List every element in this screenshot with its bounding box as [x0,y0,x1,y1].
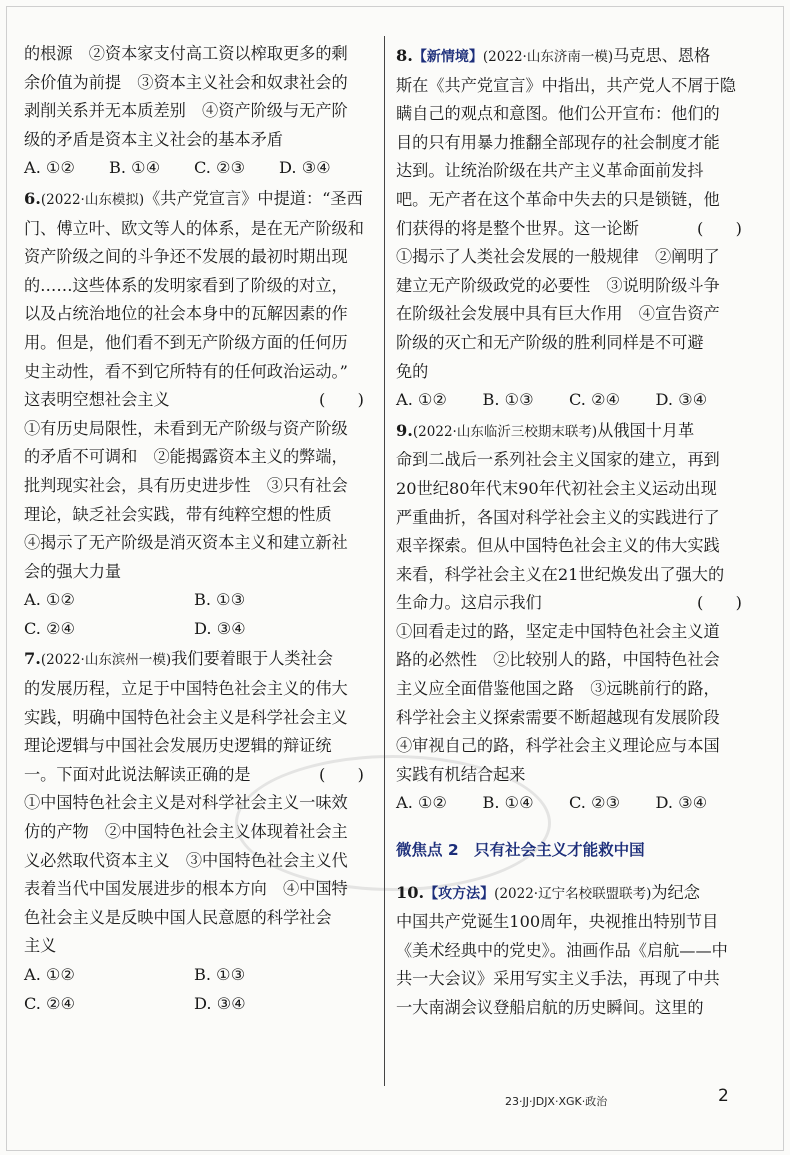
question-number: 7. [24,649,41,669]
question-7 [24,645,364,1018]
text-line: 生命力。这启示我们 [396,593,542,613]
text-line: 们获得的将是整个世界。这一论断 [396,218,639,238]
option: A. ①② [24,965,76,984]
text-line: 理论逻辑与中国社会发展历史逻辑的辩证统 [24,736,332,756]
answer-bracket: ( ) [696,593,742,613]
text-line: 理论，缺乏社会实践，带有纯粹空想的性质 [24,504,332,524]
text-line: 命到二战后一系列社会主义国家的建立，再到 [396,450,720,470]
text-line: 余价值为前提 ③资本主义社会和奴隶社会的 [24,72,348,92]
text-line: 《美术经典中的党史》。油画作品《启航——中 [396,940,728,960]
section-title: 微焦点 2 只有社会主义才能救中国 [396,841,645,860]
text-line: 表着当代中国发展进步的根本方向 ④中国特 [24,879,348,899]
text-line: 艰辛探索。但从中国特色社会主义的伟大实践 [396,536,720,556]
text-line: ①揭示了人类社会发展的一般规律 ②阐明了 [396,247,720,267]
text-line: 目的只有用暴力推翻全部现存的社会制度才能 [396,132,720,152]
right-column [396,40,742,1023]
text-line: 斯在《共产党宣言》中指出，共产党人不屑于隐 [396,75,736,95]
text-line: ④审视自己的路，科学社会主义理论应与本国 [396,736,720,756]
option: D. ③④ [655,793,708,813]
option: A. ①② [24,590,76,610]
text-line: 中国共产党诞生100周年，央视推出特别节目 [396,912,719,932]
option: A. ①② [24,158,76,178]
left-column [24,40,364,1018]
question-number: 8. [396,46,413,65]
text-line: 会的强大力量 [24,561,122,581]
answer-options [396,789,742,818]
option: C. ②④ [24,993,76,1013]
footer-code: 23·JJ·JDJX·XGK·政治 [505,1095,608,1108]
text-line: 从俄国十月革 [597,420,695,440]
text-line: 色社会主义是反映中国人民意愿的科学社会 [24,907,332,927]
option: B. ①④ [109,158,161,178]
text-line: 的……这些体系的发明家看到了阶级的对立， [24,275,348,295]
text-line: 批判现实社会，具有历史进步性 ③只有社会 [24,475,348,495]
text-line: 的发展历程，立足于中国特色社会主义的伟大 [24,679,348,699]
text-line: 的矛盾不可调和 ②能揭露资本主义的弊端， [24,447,348,467]
question-number: 9. [396,420,413,440]
page-number: 2 [718,1086,729,1106]
option: C. ②③ [569,793,621,813]
text-line: 实践，明确中国特色社会主义是科学社会主义 [24,707,348,727]
option: B. ①③ [194,590,246,610]
question-source: (2022·辽宁名校联盟联考) [494,885,652,902]
text-line: 免的 [396,361,429,381]
question-source: (2022·山东滨州一模) [40,652,172,669]
text-line: 主义 [24,936,57,956]
question-6 [24,185,364,644]
text-line: 资产阶级之间的斗争还不发展的最初时期出现 [24,247,348,267]
answer-options [24,961,364,1018]
text-line: ①中国特色社会主义是对科学社会主义一味效 [24,793,348,813]
question-source: (2022·山东临沂三校期末联考) [412,423,598,440]
option: D. ③④ [194,993,246,1013]
text-line: 以及占统治地位的社会本身中的瓦解因素的作 [24,304,348,324]
text-line: 共一大会议》采用写实主义手法，再现了中共 [396,969,720,989]
question-number: 10. [396,882,425,902]
answer-bracket: ( ) [696,218,742,238]
answer-options [24,154,364,183]
option: D. ③④ [279,158,331,178]
text-line: 达到。让统治阶级在共产主义革命面前发抖 [396,161,704,181]
text-line: 瞒自己的观点和意图。他们公开宣布：他们的 [396,104,720,124]
text-line: 严重曲折，各国对科学社会主义的实践进行了 [396,507,720,527]
question-tag: 【新情境】 [412,49,483,65]
text-line: 20世纪80年代末90年代初社会主义运动出现 [396,478,717,498]
question-source: (2022·山东济南一模) [482,49,614,65]
text-line: 门、傅立叶、欧文等人的体系，是在无产阶级和 [24,218,364,238]
text-line: 《共产党宣言》中提道：“圣西 [144,188,363,208]
answer-options [24,586,364,643]
text-line: 建立无产阶级政党的必要性 ③说明阶级斗争 [396,275,720,295]
answer-bracket: ( ) [318,390,364,410]
text-line: 马克思、恩格 [613,46,711,65]
text-line: 这表明空想社会主义 [24,390,170,410]
question-8 [396,42,742,415]
text-line: 吧。无产者在这个革命中失去的只是锁链，他 [396,189,720,209]
text-line: 阶级的灭亡和无产阶级的胜利同样是不可避 [396,332,704,352]
option: D. ③④ [194,618,246,638]
text-line: 来看，科学社会主义在21世纪焕发出了强大的 [396,564,725,584]
text-line: 义必然取代资本主义 ③中国特色社会主义代 [24,850,348,870]
option: A. ①② [396,390,448,410]
option: B. ①③ [194,965,246,984]
text-line: 用。但是，他们看不到无产阶级方面的任何历 [24,332,348,352]
option: C. ②④ [24,618,76,638]
text-line: ①有历史局限性，未看到无产阶级与资产阶级 [24,418,348,438]
option: B. ①③ [482,390,534,410]
column-divider [384,36,385,1086]
text-line: ①回看走过的路，坚定走中国特色社会主义道 [396,621,720,641]
text-line: 级的矛盾是资本主义社会的基本矛盾 [24,129,283,149]
question-tag: 【攻方法】 [424,885,495,902]
text-line: 史主动性，看不到它所特有的任何政治运动。” [24,361,348,381]
option: A. ①② [396,793,448,813]
option: D. ③④ [655,390,708,410]
option: C. ②④ [569,390,621,410]
answer-bracket: ( ) [318,764,364,784]
option: C. ②③ [194,158,246,178]
text-line: 实践有机结合起来 [396,764,526,784]
text-line: 主义应全面借鉴他国之路 ③远眺前行的路， [396,679,720,699]
option: B. ①④ [482,793,534,813]
text-line: 的根源 ②资本家支付高工资以榨取更多的剩 [24,44,348,63]
question-source: (2022·山东模拟) [40,191,145,208]
text-line: ④揭示了无产阶级是消灭资本主义和建立新社 [24,533,348,553]
text-line: 为纪念 [651,882,700,902]
text-line: 在阶级社会发展中具有巨大作用 ④宣告资产 [396,304,720,324]
text-line: 一大南湖会议登船启航的历史瞬间。这里的 [396,998,704,1017]
text-line: 我们要着眼于人类社会 [171,649,333,669]
text-line: 剥削关系并无本质差别 ④资产阶级与无产阶 [24,101,348,121]
text-line: 仿的产物 ②中国特色社会主义体现着社会主 [24,822,348,842]
text-line: 科学社会主义探索需要不断超越现有发展阶段 [396,707,720,727]
text-line: 路的必然性 ②比较别人的路，中国特色社会 [396,650,720,670]
question-9 [396,417,742,818]
question-number: 6. [24,188,41,208]
answer-options [396,386,742,415]
text-line: 一。下面对此说法解读正确的是 [24,764,251,784]
question-10 [396,879,742,1023]
